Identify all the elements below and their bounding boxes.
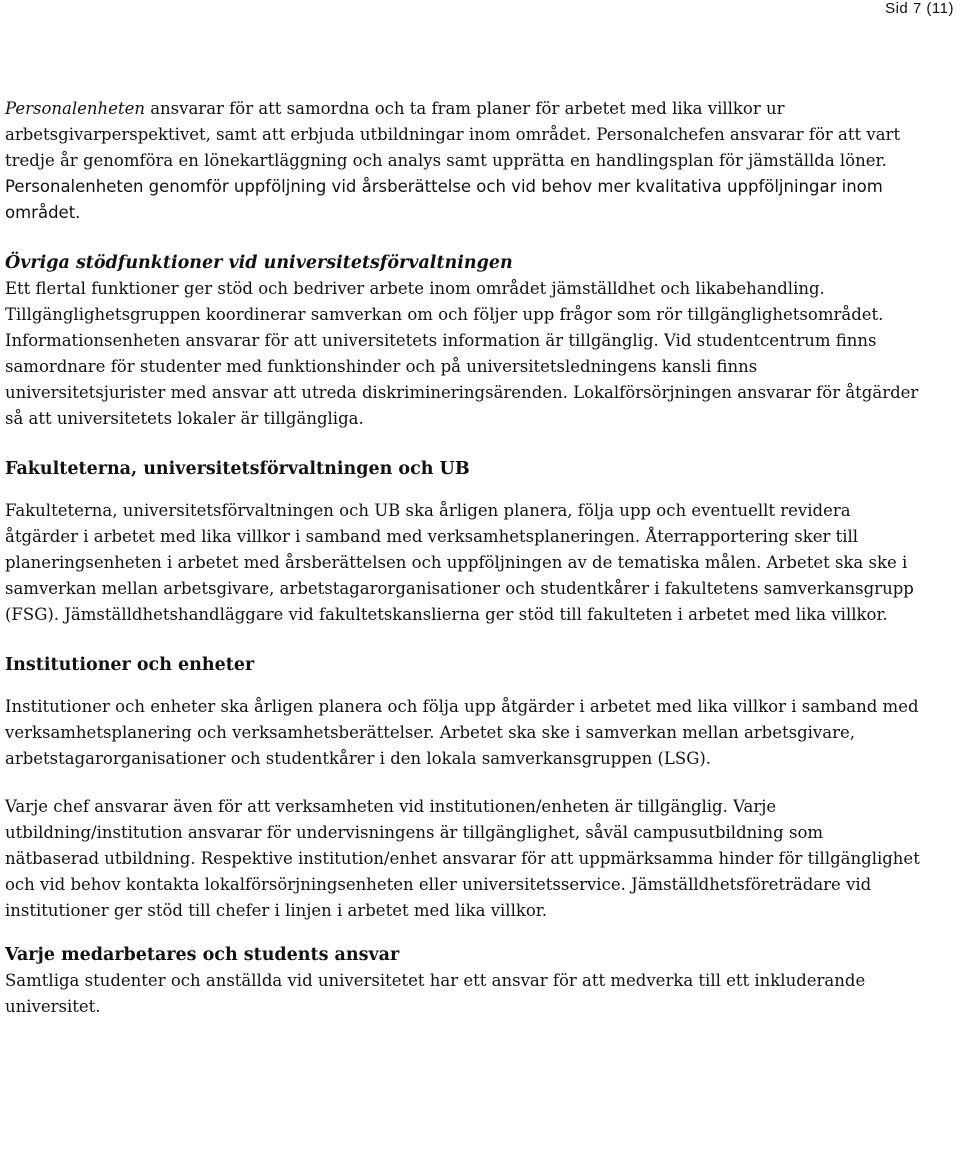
support-functions-paragraph: Ett flertal funktioner ger stöd och bedriver arbete inom området jämställdhet och likabehandling. Tillgänglighetsgruppen koordinerar samverkan om och följer upp frågor som rör tillgänglighetsområdet. Informationsenheten ansvarar för att universitetets information är tillgänglig. Vid studentcentrum finns samordnare för studenter med funktionshinder och på universitetsledningens kansli finns universitetsjurister med ansvar att utreda diskrimineringsärenden. Lokalförsörjningen ansvarar för åtgärder så att universitetets lokaler är tillgängliga. <box>5 279 919 428</box>
institutions-paragraph-1: Institutioner och enheter ska årligen planera och följa upp åtgärder i arbetet med lika villkor i samband med verksamhetsplanering och verksamhetsberättelser. Arbetet ska ske i samverkan mellan arbetsgivare, arbetstagarorganisationer och studentkårer i den lokala samverkansgruppen (LSG). <box>5 697 919 768</box>
faculties-paragraph: Fakulteterna, universitetsförvaltningen och UB ska årligen planera, följa upp och eventuellt revidera åtgärder i arbetet med lika villkor i samband med verksamhetsplaneringen. Återrapportering sker till planeringsenheten i arbetet med årsberättelsen och uppföljningen av de tematiska målen. Arbetet ska ske i samverkan mellan arbetsgivare, arbetstagarorganisationer och studentkårer i fakultetens samverkansgrupp (FSG). Jämställdhetshandläggare vid fakultetskanslierna ger stöd till fakulteten i arbetet med lika villkor. <box>5 501 914 624</box>
page-number: Sid 7 (11) <box>885 0 954 17</box>
intro-text: ansvarar för att samordna och ta fram planer för arbetet med lika villkor ur arbetsgivarperspektivet, samt att erbjuda utbildningar inom området. Personalchefen ansvarar för att vart tredje år genomföra en lönekartläggning och analys samt upprätta en handlingsplan för jämställda löner. <box>5 99 901 170</box>
institutions-paragraph-2: Varje chef ansvarar även för att verksamheten vid institutionen/enheten är tillgänglig. Varje utbildning/institution ansvarar för undervisningens är tillgänglighet, såväl campusutbildning som nätbaserad utbildning. Respektive institution/enhet ansvarar för att uppmärksamma hinder för tillgänglighet och vid behov kontakta lokalförsörjningsenheten eller universitetsservice. Jämställdhetsföreträdare vid institutioner ger stöd till chefer i linjen i arbetet med lika villkor. <box>5 797 920 920</box>
individual-responsibility-paragraph: Samtliga studenter och anställda vid universitetet har ett ansvar för att medverka till ett inkluderande universitet. <box>5 971 866 1016</box>
section-heading-support-functions: Övriga stödfunktioner vid universitetsförvaltningen <box>5 253 513 273</box>
section-heading-institutions: Institutioner och enheter <box>5 655 255 675</box>
intro-lead: Personalenheten <box>5 99 145 118</box>
intro-paragraph <box>5 96 920 226</box>
document-body <box>5 96 920 1020</box>
intro-text-followup: Personalenheten genomför uppföljning vid årsberättelse och vid behov mer kvalitativa uppföljningar inom området. <box>5 177 883 222</box>
section-heading-individual-responsibility: Varje medarbetares och students ansvar <box>5 945 400 965</box>
section-heading-faculties: Fakulteterna, universitetsförvaltningen och UB <box>5 459 470 479</box>
